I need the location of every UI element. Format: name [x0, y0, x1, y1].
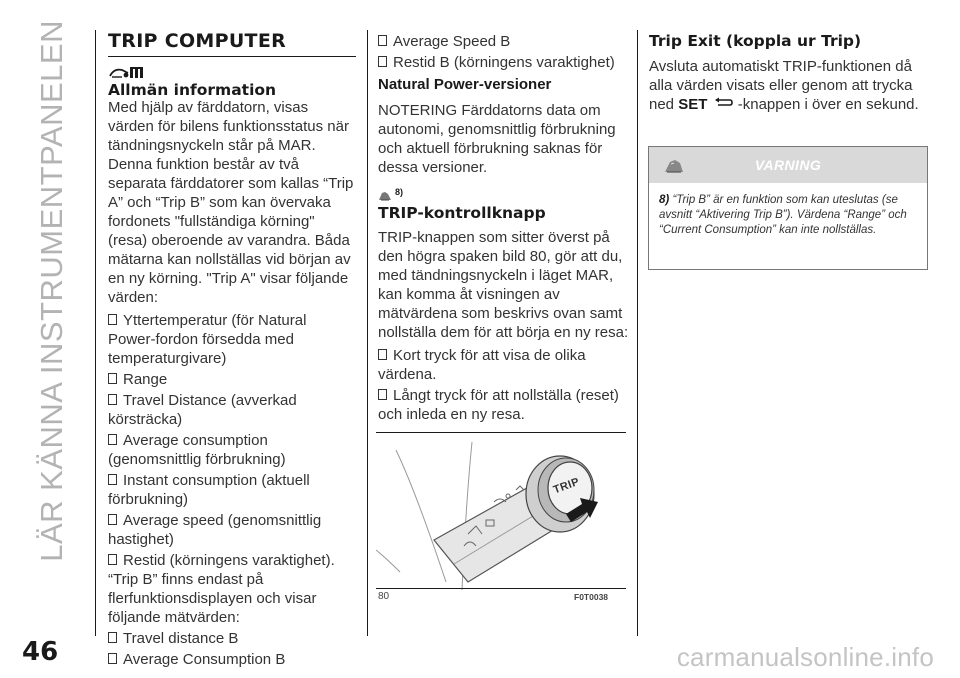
- list-item: Average consumption (genomsnittlig förbrukning): [108, 432, 286, 468]
- natural-power-heading: Natural Power-versioner: [378, 76, 552, 93]
- section-title: TRIP COMPUTER: [108, 30, 287, 52]
- intro-paragraph: Med hjälp av färddatorn, visas värden för bilens funktionsstatus när tändningsnyckeln står på MAR. Denna funktion består av två separata färddatorer som kallas “Trip A” och “Trip B” som kan övervaka fordonets "fullständiga körning" (resa) oberoende av varandra. Båda mätarna kan nollställas vid början av en ny körning. "Trip A" visar följande värden:: [108, 99, 354, 306]
- list-item: Travel distance B: [108, 629, 356, 648]
- figure-80: [376, 432, 626, 602]
- column-2: [378, 32, 630, 424]
- list-item: Average Speed B: [378, 32, 630, 51]
- trip-button-heading: TRIP-kontrollknapp: [378, 204, 546, 222]
- return-arrow-icon: [712, 97, 734, 108]
- column-1: [108, 30, 356, 669]
- page-number: 46: [22, 637, 59, 667]
- note-paragraph: NOTERING Färddatorns data om autonomi, genomsnittlig förbrukning och aktuell förbrukning saknas för dessa versioner.: [378, 102, 616, 176]
- list-item: Instant consumption (aktuell förbrukning): [108, 472, 310, 508]
- warning-hand-icon: [663, 154, 685, 176]
- list-item: Restid B (körningens varaktighet): [378, 53, 630, 72]
- checkbox-icon: [108, 373, 117, 384]
- trip-b-list: [108, 629, 356, 669]
- list-item: Travel Distance (avverkad körsträcka): [108, 392, 297, 428]
- warning-header: [649, 147, 927, 183]
- warning-hand-icon: [378, 188, 392, 202]
- warning-box: [648, 146, 928, 270]
- trip-exit-heading: Trip Exit (koppla ur Trip): [649, 32, 862, 50]
- list-item: Kort tryck för att visa de olika värdena.: [378, 347, 586, 383]
- column-3: [649, 32, 931, 114]
- checkbox-icon: [108, 474, 117, 485]
- checkbox-icon: [108, 653, 117, 664]
- watermark: carmanualsonline.info: [676, 642, 934, 672]
- trip-computer-icon: [108, 64, 356, 80]
- title-rule: [108, 56, 356, 57]
- column-divider-3: [637, 30, 638, 636]
- button-paragraph: TRIP-knappen som sitter överst på den högra spaken bild 80, gör att du, med tändningsnyckeln i läget MAR, kan komma åt visningen av mätvärdena som beskrivs ovan samt nollställa dem för att börja en ny resa:: [378, 229, 629, 341]
- list-item: Average speed (genomsnittlig hastighet): [108, 512, 322, 548]
- list-item: Restid (körningens varaktighet).: [108, 551, 356, 570]
- set-button-label: SET: [678, 96, 708, 113]
- warning-reference: 8): [378, 184, 630, 202]
- trip-a-list: [108, 311, 356, 570]
- list-item: Range: [108, 370, 356, 389]
- list-item: Yttertemperatur (för Natural Power-fordon försedda med temperaturgivare): [108, 312, 307, 367]
- checkbox-icon: [108, 434, 117, 445]
- trip-exit-paragraph: Avsluta automatiskt TRIP-funktionen då alla värden visats eller genom att trycka ned SET -knappen i över en sekund.: [649, 58, 919, 113]
- warning-body: 8) “Trip B” är en funktion som kan uteslutas (se avsnitt “Aktivering Trip B”). Värdena “Range” och “Current Consumption” kan inte nollställas.: [659, 194, 907, 236]
- figure-bottom-rule: [376, 588, 626, 589]
- trip-knob-label: TRIP: [551, 475, 582, 497]
- trip-b-intro: “Trip B” finns endast på flerfunktionsdisplayen och visar följande mätvärden:: [108, 571, 317, 626]
- column-divider-1: [95, 30, 96, 636]
- checkbox-icon: [108, 394, 117, 405]
- checkbox-icon: [378, 349, 387, 360]
- checkbox-icon: [378, 56, 387, 67]
- checkbox-icon: [108, 314, 117, 325]
- checkbox-icon: [378, 389, 387, 400]
- figure-number: 80: [378, 591, 390, 602]
- column-divider-2: [367, 30, 368, 636]
- checkbox-icon: [108, 554, 117, 565]
- list-item: Långt tryck för att nollställa (reset) och inleda en ny resa.: [378, 387, 619, 423]
- checkbox-icon: [108, 632, 117, 643]
- list-item: Average Consumption B: [108, 650, 356, 669]
- figure-code: F0T0038: [574, 592, 609, 602]
- checkbox-icon: [378, 35, 387, 46]
- warning-title: VARNING: [754, 157, 822, 173]
- chapter-title: LÄR KÄNNA INSTRUMENTPANELEN: [34, 20, 69, 562]
- general-info-heading: Allmän information: [108, 81, 277, 99]
- checkbox-icon: [108, 514, 117, 525]
